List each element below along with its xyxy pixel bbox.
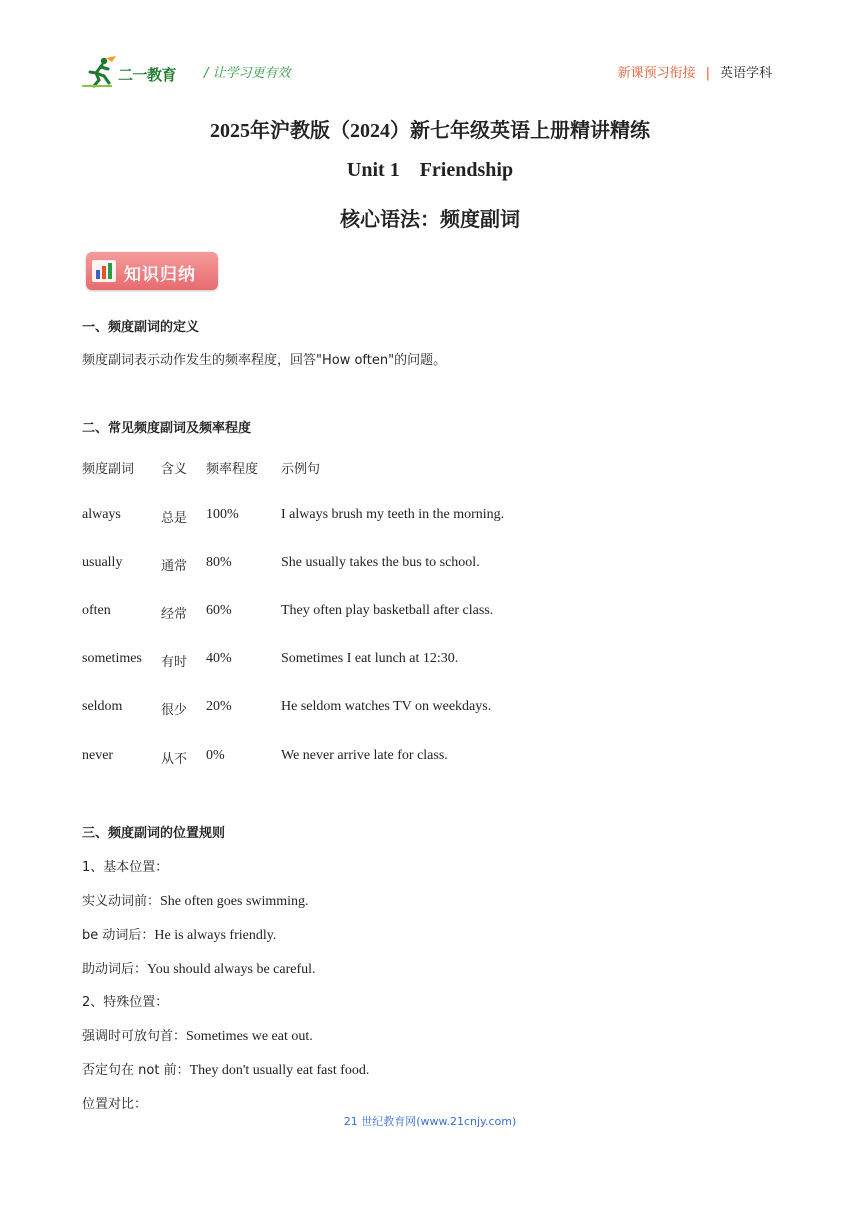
rule-example: Sometimes we eat out. [186,1029,313,1044]
book-chart-icon [90,256,120,286]
row-meaning: 从不 [161,752,188,767]
rule-line [82,890,309,910]
row-frequency: 60% [206,603,232,618]
row-meaning: 有时 [161,655,188,670]
slogan: / 让学习更有效 [204,66,291,81]
row-meaning: 通常 [161,559,188,574]
rule-line [82,958,316,978]
rule-line [82,1059,369,1079]
row-example: I always brush my teeth in the morning. [281,507,505,522]
section2-heading: 二、常见频度副词及频率程度 [82,421,252,436]
row-word: never [82,748,114,763]
page-title: 2025年沪教版（2024）新七年级英语上册精讲精练 [210,120,650,142]
rule-line [82,924,276,944]
row-example: Sometimes I eat lunch at 12:30. [281,651,459,666]
row-example: We never arrive late for class. [281,748,448,763]
column-header-frequency: 频率程度 [206,462,259,477]
footer-source[interactable]: 21 世纪教育网(www.21cnjy.com) [343,1115,517,1128]
rule-label: 否定句在 not 前： [82,1063,190,1078]
rule-label: 实义动词前： [82,894,161,909]
logo [82,56,192,90]
basic-position-label: 1、基本位置： [82,860,169,875]
column-header-word: 频度副词 [82,462,135,477]
row-meaning: 总是 [161,511,188,526]
row-frequency: 100% [206,507,239,522]
rule-example: They don't usually eat fast food. [189,1063,370,1078]
row-example: She usually takes the bus to school. [281,555,480,570]
row-frequency: 0% [206,748,225,763]
rule-label: 强调时可放句首： [82,1029,187,1044]
header-right [618,62,772,81]
section3-heading: 三、频度副词的位置规则 [82,826,226,841]
special-position-label: 2、特殊位置： [82,995,169,1010]
subject-label: 英语学科 [719,66,772,81]
rule-example: He is always friendly. [154,928,277,943]
runner-logo-icon [82,56,118,88]
badge-label: 知识归纳 [124,265,196,285]
logo-text: 二一教育 [118,66,177,84]
row-word: often [82,603,111,618]
row-meaning: 很少 [161,703,188,718]
rule-label: 助动词后： [82,962,148,977]
row-word: sometimes [82,651,142,666]
unit-title: Unit 1 Friendship [346,159,514,181]
column-header-example: 示例句 [281,462,321,477]
rule-line [82,1025,313,1045]
position-compare-label: 位置对比： [82,1097,148,1112]
preview-link[interactable]: 新课预习衔接 [617,66,696,81]
row-word: always [82,507,121,522]
row-example: They often play basketball after class. [281,603,494,618]
row-word: seldom [82,699,123,714]
row-frequency: 20% [206,699,232,714]
row-example: He seldom watches TV on weekdays. [281,699,492,714]
header-separator: | [705,66,710,81]
section1-text: 频度副词表示动作发生的频率程度，回答"How often"的问题。 [82,353,447,368]
knowledge-badge [86,252,218,290]
row-frequency: 40% [206,651,232,666]
column-header-meaning: 含义 [161,462,188,477]
rule-example: You should always be careful. [147,962,316,977]
topic-title: 核心语法：频度副词 [340,207,520,231]
section1-heading: 一、频度副词的定义 [82,320,200,335]
rule-example: She often goes swimming. [160,894,309,909]
row-frequency: 80% [206,555,232,570]
row-word: usually [82,555,123,570]
rule-label: be 动词后： [82,928,155,943]
row-meaning: 经常 [161,607,188,622]
